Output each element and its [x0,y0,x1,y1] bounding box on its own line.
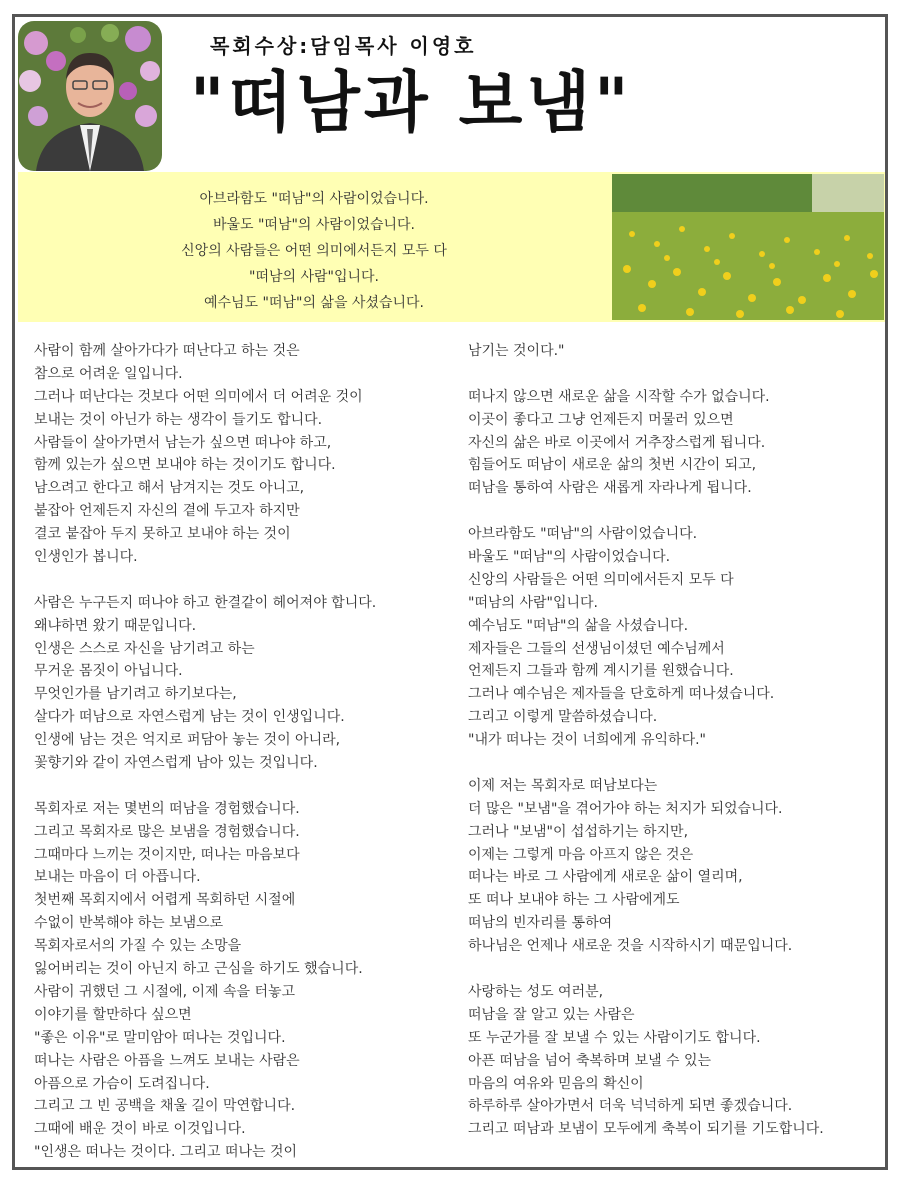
body-line: 사람이 귀했던 그 시절에, 이제 속을 터놓고 [34,983,296,1000]
body-line: 무엇인가를 남기려고 하기보다는, [34,686,237,703]
body-line: 남기는 것이다." [468,343,565,359]
body-line: 잃어버리는 것이 아닌지 하고 근심을 하기도 했습니다. [34,961,363,978]
body-line: 첫번째 목회지에서 어렵게 목회하던 시절에 [34,892,296,909]
body-line: 사람들이 살아가면서 남는가 싶으면 떠나야 하고, [34,434,332,451]
body-line: 또 떠나 보내야 하는 그 사람에게도 [468,892,680,909]
banner-line: 아브라함도 "떠남"의 사람이었습니다. [199,191,429,207]
body-line: 살다가 떠남으로 자연스럽게 남는 것이 인생입니다. [34,709,345,726]
body-line: 예수님도 "떠남"의 삶을 사셨습니다. [468,617,689,634]
body-line: 이곳이 좋다고 그냥 언제든지 머물러 있으면 [468,411,734,428]
body-line: 그러나 예수님은 제자들을 단호하게 떠나셨습니다. [468,686,775,703]
body-line: 떠남의 빈자리를 통하여 [468,915,613,932]
body-line: 이야기를 할만하다 싶으면 [34,1006,192,1023]
body-line: 아픔으로 가슴이 도려집니다. [34,1075,210,1092]
body-line: 목회자로서의 가질 수 있는 소망을 [34,938,242,955]
body-line: 사람이 함께 살아가다가 떠난다고 하는 것은 [34,343,300,359]
banner-line: 바울도 "떠남"의 사람이었습니다. [212,217,416,233]
body-line: 그리고 이렇게 말씀하셨습니다. [468,709,658,726]
body-line: 떠남을 통하여 사람은 새롭게 자라나게 됩니다. [468,480,752,497]
body-line: 왜냐하면 왔기 때문입니다. [34,617,197,634]
body-line [34,775,444,798]
body-line: 그리고 떠남과 보냄이 모두에게 축복이 되기를 기도합니다. [468,1121,824,1138]
banner-line: 예수님도 "떠남"의 삶을 사셨습니다. [203,295,424,311]
byline: 목회수상:담임목사 이영호 [210,34,477,58]
body-line: "떠남의 사람"입니다. [468,594,598,611]
body-line [468,363,888,386]
body-line: 언제든지 그들과 함께 계시기를 원했습니다. [468,663,734,680]
body-line [34,569,444,592]
body-line: 마음의 여유와 믿음의 확신이 [468,1075,644,1092]
body-line: 결코 붙잡아 두지 못하고 보내야 하는 것이 [34,526,291,543]
body-line: 힘들어도 떠남이 새로운 삶의 첫번 시간이 되고, [468,457,757,474]
page-title: "떠남과 보냄" [190,64,633,141]
body-line: 붙잡아 언제든지 자신의 곁에 두고자 하지만 [34,503,300,520]
body-line: 아픈 떠남을 넘어 축복하며 보낼 수 있는 [468,1052,712,1069]
body-line: 떠남을 잘 알고 있는 사람은 [468,1006,635,1023]
body-line: 수없이 반복해야 하는 보냄으로 [34,915,224,932]
quote-banner [18,172,885,322]
body-line: 보내는 마음이 더 아픕니다. [34,869,201,886]
body-line: 인생은 스스로 자신을 남기려고 하는 [34,640,255,657]
body-line: 자신의 삶은 바로 이곳에서 거추장스럽게 됩니다. [468,434,766,451]
body-line: 참으로 어려운 일입니다. [34,365,183,382]
body-left-column [34,340,444,1164]
pastor-photo [18,21,162,171]
body-line: 그리고 그 빈 공백을 채울 길이 막연합니다. [34,1098,296,1115]
body-line: 목회자로 저는 몇번의 떠남을 경험했습니다. [34,800,300,817]
body-line: 이제 저는 목회자로 떠남보다는 [468,777,658,794]
body-line: 떠나지 않으면 새로운 삶을 시작할 수가 없습니다. [468,388,770,405]
body-line: 떠나는 사람은 아픔을 느껴도 보내는 사람은 [34,1052,300,1069]
body-line: 남으려고 한다고 해서 남겨지는 것도 아니고, [34,480,305,497]
body-line: "좋은 이유"로 말미암아 떠나는 것입니다. [34,1029,286,1046]
body-line [468,958,888,981]
body-line: 사랑하는 성도 여러분, [468,983,604,1000]
body-line: 하나님은 언제나 새로운 것을 시작하시기 때문입니다. [468,938,793,955]
body-line: 사람은 누구든지 떠나야 하고 한결같이 헤어져야 합니다. [34,594,377,611]
body-line: 그때에 배운 것이 바로 이것입니다. [34,1121,246,1138]
body-line [468,500,888,523]
banner-line: "떠남의 사람"입니다. [249,269,379,285]
body-line: 그때마다 느끼는 것이지만, 떠나는 마음보다 [34,846,300,863]
banner-quote [18,186,610,316]
body-line: 신앙의 사람들은 어떤 의미에서든지 모두 다 [468,571,734,588]
body-line: 하루하루 살아가면서 더욱 넉넉하게 되면 좋겠습니다. [468,1098,793,1115]
body-line: "인생은 떠나는 것이다. 그리고 떠나는 것이 [34,1144,298,1161]
body-line: 그러나 떠난다는 것보다 어떤 의미에서 더 어려운 것이 [34,388,363,405]
body-line [468,752,888,775]
body-line: 더 많은 "보냄"을 겪어가야 하는 처지가 되었습니다. [468,800,783,817]
body-line: 바울도 "떠남"의 사람이었습니다. [468,549,671,566]
body-line: 아브라함도 "떠남"의 사람이었습니다. [468,526,698,543]
body-line: 보내는 것이 아닌가 하는 생각이 들기도 합니다. [34,411,323,428]
body-line: 함께 있는가 싶으면 보내야 하는 것이기도 합니다. [34,457,336,474]
body-line: 또 누군가를 잘 보낼 수 있는 사람이기도 합니다. [468,1029,761,1046]
body-line: 떠나는 바로 그 사람에게 새로운 삶이 열리며, [468,869,743,886]
body-line: 인생인가 봅니다. [34,549,138,566]
body-line: 그리고 목회자로 많은 보냄을 경험했습니다. [34,823,300,840]
body-line: 그러나 "보냄"이 섭섭하기는 하지만, [468,823,689,840]
banner-line: 신앙의 사람들은 어떤 의미에서든지 모두 다 [181,243,447,259]
body-line: 인생에 남는 것은 억지로 퍼담아 놓는 것이 아니라, [34,732,341,749]
body-line: 꽃향기와 같이 자연스럽게 남아 있는 것입니다. [34,755,318,772]
body-line: 제자들은 그들의 선생님이셨던 예수님께서 [468,640,725,657]
body-line: 이제는 그렇게 마음 아프지 않은 것은 [468,846,694,863]
body-right-column [468,340,888,1141]
body-line: 무거운 몸짓이 아닙니다. [34,663,183,680]
dandelion-field-image [612,174,884,320]
body-line: "내가 떠나는 것이 너희에게 유익하다." [468,732,706,749]
